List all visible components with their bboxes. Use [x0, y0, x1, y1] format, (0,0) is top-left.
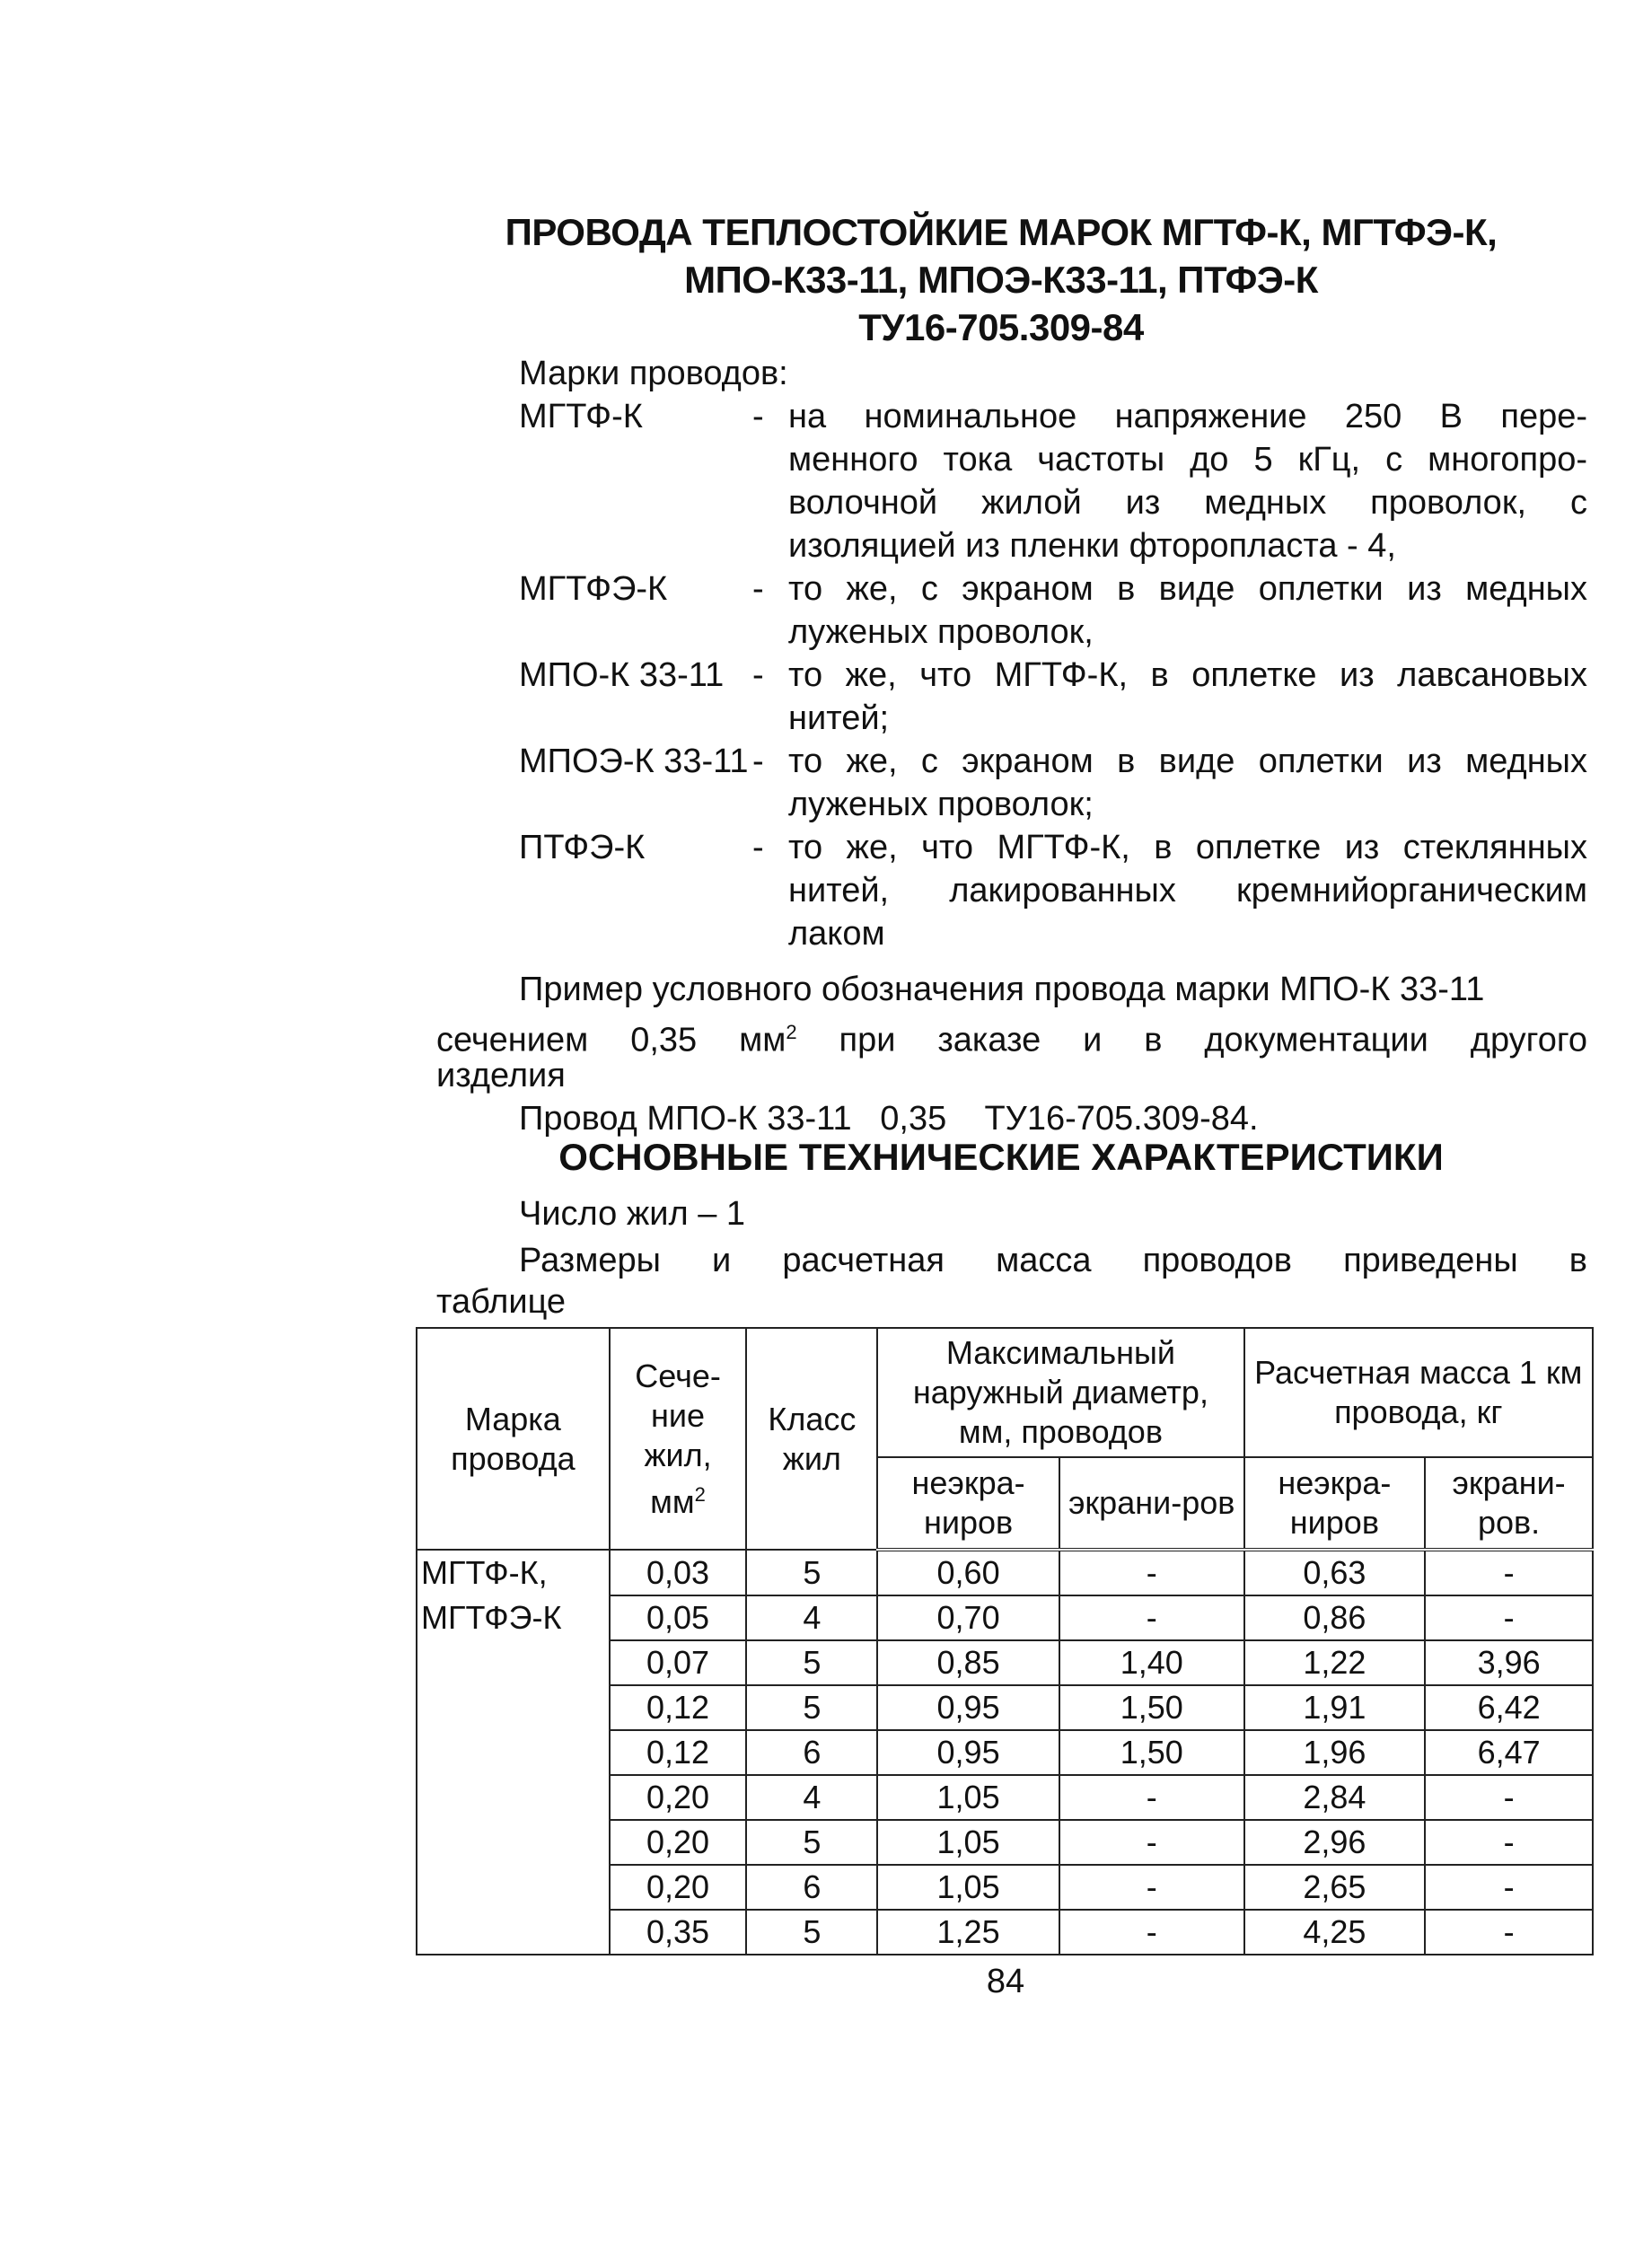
cell-m-unsh: 2,96 [1244, 1820, 1426, 1865]
brand-name: МПОЭ-К 33-11 [519, 743, 749, 780]
spec-table-body [417, 1550, 1593, 1955]
cell-brand [417, 1550, 610, 1955]
cell-m-sh: - [1425, 1910, 1593, 1955]
title-line-1: ПРОВОДА ТЕПЛОСТОЙКИЕ МАРОК МГТФ-К, МГТФЭ-К, [505, 211, 1498, 253]
brands-definition-list [519, 395, 1587, 955]
brand-description-line: то же, что МГТФ-К, в оплетке из лавсановых [788, 656, 1587, 694]
cell-section: 0,12 [610, 1730, 747, 1775]
brand-description-line: волочной жилой из медных проволок, с [788, 484, 1587, 522]
brand-description-line: изоляцией из пленки фторопласта - 4, [788, 527, 1396, 565]
title-line-2: МПО-К33-11, МПОЭ-К33-11, ПТФЭ-К [684, 259, 1318, 301]
cell-section: 0,20 [610, 1775, 747, 1820]
example-designation: Провод МПО-К 33-11 0,35 ТУ16-705.309-84. [519, 1100, 1259, 1138]
brand-description-line: лаком [788, 915, 885, 953]
brand-definition [519, 395, 1587, 567]
cell-d-unsh: 0,95 [877, 1730, 1059, 1775]
cell-brand-line: МГТФЭ-К [421, 1599, 562, 1636]
header-class: Класс жил [746, 1328, 877, 1550]
header-diameter: Максимальный наружный диаметр, мм, проводов [877, 1328, 1243, 1457]
cell-d-unsh: 0,60 [877, 1550, 1059, 1595]
cell-d-sh: 1,40 [1059, 1640, 1244, 1685]
cell-m-unsh: 0,63 [1244, 1550, 1426, 1595]
header-section [610, 1328, 747, 1550]
cell-d-sh: - [1059, 1775, 1244, 1820]
header-mass-unshielded: неэкра-ниров [1244, 1457, 1426, 1550]
cell-d-sh: - [1059, 1595, 1244, 1640]
cell-m-sh: - [1425, 1820, 1593, 1865]
brand-description [752, 567, 1587, 654]
brand-description-line: то же, с экраном в виде оплетки из медных [788, 570, 1587, 608]
cores-count: Число жил – 1 [519, 1195, 746, 1233]
sizes-note-line-1: Размеры и расчетная масса проводов приведены в [519, 1242, 1587, 1279]
cell-class: 5 [746, 1640, 877, 1685]
header-section-label: Сече-ние жил, [635, 1357, 721, 1473]
cell-brand-line: МГТФ-К, [421, 1554, 548, 1591]
example-line-2-end: при заказе и в документации другого [796, 1021, 1587, 1059]
dash-separator: - [752, 398, 764, 435]
brands-intro: Марки проводов: [519, 355, 788, 392]
cell-m-sh: - [1425, 1775, 1593, 1820]
title-standard: ТУ16-705.309-84 [858, 306, 1144, 348]
cell-class: 6 [746, 1865, 877, 1910]
cell-class: 5 [746, 1685, 877, 1730]
cell-d-unsh: 1,25 [877, 1910, 1059, 1955]
dash-separator: - [752, 570, 764, 608]
cell-class: 5 [746, 1550, 877, 1595]
example-line-2-superscript: 2 [786, 1021, 797, 1043]
cell-m-unsh: 1,22 [1244, 1640, 1426, 1685]
example-line-3: изделия [436, 1057, 566, 1094]
cell-class: 6 [746, 1730, 877, 1775]
cell-d-sh: - [1059, 1820, 1244, 1865]
cell-m-unsh: 1,96 [1244, 1730, 1426, 1775]
brand-name: МПО-К 33-11 [519, 656, 725, 694]
cell-section: 0,20 [610, 1865, 747, 1910]
dash-separator: - [752, 656, 764, 694]
brand-description-line: луженых проволок, [788, 613, 1094, 651]
cell-d-unsh: 1,05 [877, 1820, 1059, 1865]
cell-m-sh: - [1425, 1595, 1593, 1640]
cell-d-unsh: 1,05 [877, 1775, 1059, 1820]
cell-m-unsh: 4,25 [1244, 1910, 1426, 1955]
brand-definition [519, 740, 1587, 826]
header-diameter-unshielded: неэкра-ниров [877, 1457, 1059, 1550]
cell-class: 5 [746, 1910, 877, 1955]
header-mass: Расчетная масса 1 км провода, кг [1244, 1328, 1593, 1457]
cell-m-sh: 3,96 [1425, 1640, 1593, 1685]
brand-description-line: то же, что МГТФ-К, в оплетке из стеклянных [788, 829, 1587, 866]
cell-class: 4 [746, 1775, 877, 1820]
cell-d-unsh: 0,70 [877, 1595, 1059, 1640]
cell-d-sh: - [1059, 1910, 1244, 1955]
brand-description [752, 826, 1587, 955]
brand-description-line: нитей, лакированных кремнийорганическим [788, 872, 1587, 910]
cell-section: 0,35 [610, 1910, 747, 1955]
cell-d-sh: 1,50 [1059, 1685, 1244, 1730]
brand-definition [519, 654, 1587, 740]
cell-d-unsh: 0,85 [877, 1640, 1059, 1685]
page-number: 84 [986, 1963, 1025, 2000]
brand-description [752, 740, 1587, 826]
cell-m-sh: - [1425, 1550, 1593, 1595]
cell-m-sh: 6,42 [1425, 1685, 1593, 1730]
cell-m-unsh: 2,65 [1244, 1865, 1426, 1910]
brand-name: ПТФЭ-К [519, 829, 646, 866]
spec-table [416, 1327, 1594, 1955]
example-line-2 [436, 1011, 1587, 1062]
cell-m-unsh: 2,84 [1244, 1775, 1426, 1820]
cell-section: 0,12 [610, 1685, 747, 1730]
cell-section: 0,05 [610, 1595, 747, 1640]
brand-definition [519, 826, 1587, 955]
header-brand: Марка провода [417, 1328, 610, 1550]
dash-separator: - [752, 743, 764, 780]
example-line-2-start: сечением 0,35 мм [436, 1021, 786, 1059]
header-section-unit: мм [650, 1482, 695, 1520]
cell-section: 0,20 [610, 1820, 747, 1865]
dash-separator: - [752, 829, 764, 866]
cell-d-unsh: 1,05 [877, 1865, 1059, 1910]
header-diameter-shielded: экрани-ров [1059, 1457, 1244, 1550]
brand-description [752, 654, 1587, 740]
cell-m-unsh: 1,91 [1244, 1685, 1426, 1730]
table-row [417, 1550, 1593, 1595]
cell-m-sh: 6,47 [1425, 1730, 1593, 1775]
brand-description-line: менного тока частоты до 5 кГц, с многопро- [788, 441, 1587, 479]
cell-section: 0,07 [610, 1640, 747, 1685]
cell-d-unsh: 0,95 [877, 1685, 1059, 1730]
header-mass-shielded: экрани-ров. [1425, 1457, 1593, 1550]
cell-m-sh: - [1425, 1865, 1593, 1910]
brand-description-line: нитей; [788, 699, 890, 737]
brand-description-line: то же, с экраном в виде оплетки из медных [788, 743, 1587, 780]
cell-class: 4 [746, 1595, 877, 1640]
cell-d-sh: 1,50 [1059, 1730, 1244, 1775]
brand-name: МГТФ-К [519, 398, 643, 435]
cell-class: 5 [746, 1820, 877, 1865]
example-line-1: Пример условного обозначения провода марки МПО-К 33-11 [519, 971, 1485, 1008]
brand-description [752, 395, 1587, 567]
sizes-note-line-2: таблице [436, 1283, 567, 1321]
cell-m-unsh: 0,86 [1244, 1595, 1426, 1640]
brand-description-line: на номинальное напряжение 250 В пере- [788, 398, 1587, 435]
brand-description-line: луженых проволок; [788, 786, 1094, 823]
section-heading: ОСНОВНЫЕ ТЕХНИЧЕСКИЕ ХАРАКТЕРИСТИКИ [558, 1136, 1444, 1178]
cell-d-sh: - [1059, 1550, 1244, 1595]
brand-definition [519, 567, 1587, 654]
brand-name: МГТФЭ-К [519, 570, 668, 608]
cell-d-sh: - [1059, 1865, 1244, 1910]
header-section-unit-sup: 2 [694, 1482, 706, 1506]
cell-section: 0,03 [610, 1550, 747, 1595]
